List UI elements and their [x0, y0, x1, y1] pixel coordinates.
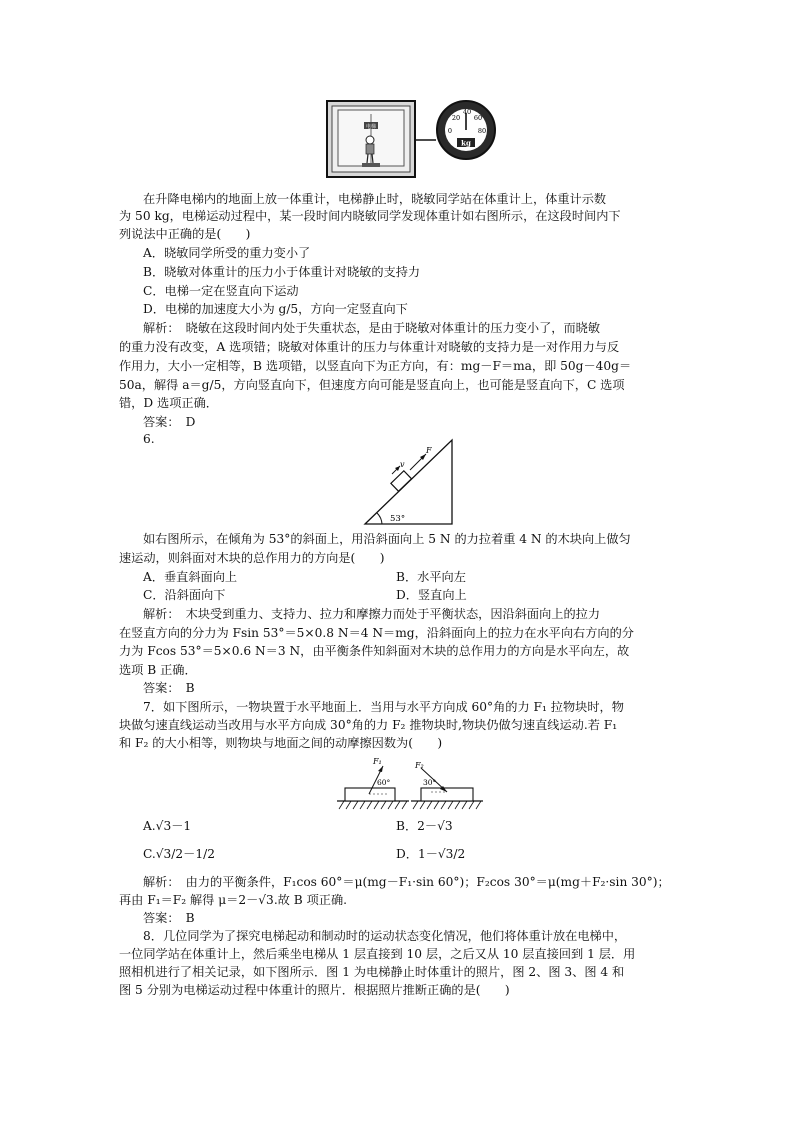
block: [391, 471, 412, 491]
scale-platform: [362, 163, 380, 167]
q7-stem-line-3: 和 F₂ 的大小相等，则物块与地面之间的动摩擦因数为( ): [119, 736, 443, 750]
elevator-scale-figure: [326, 100, 502, 180]
dial-tick-60: 60: [473, 114, 483, 122]
q6-stem-line-2: 速运动，则斜面对木块的总作用力的方向是( ): [119, 551, 385, 565]
friction-figure: [335, 754, 485, 812]
q6-option-c: C．沿斜面向下: [143, 588, 226, 602]
q5-option-c: C．电梯一定在竖直向下运动: [143, 284, 299, 298]
q5-analysis-line-3: 作用力，大小一定相等，B 选项错，以竖直向下为正方向，有：mg－F＝ma，即 50g－40g＝: [119, 359, 632, 373]
q7-option-a: A.√3－1: [143, 819, 192, 833]
incline-figure: [360, 436, 460, 528]
q7-analysis-line-1: 解析： 由力的平衡条件，F₁cos 60°＝μ(mg－F₁·sin 60°)；F₂cos 30°＝μ(mg＋F₂·sin 30°)；: [143, 875, 670, 889]
q8-stem-line-3: 照相机进行了相关记录，如下图所示．图 1 为电梯静止时体重计的照片，图 2、图 3、图 4 和: [119, 965, 625, 979]
q6-stem-line-1: 如右图所示，在倾角为 53°的斜面上，用沿斜面向上 5 N 的力拉着重 4 N 的木块向上做匀: [143, 532, 631, 546]
q6-option-a: A．垂直斜面向上: [143, 570, 238, 584]
q6-answer: 答案： B: [143, 681, 195, 695]
q6-analysis-line-2: 在竖直方向的分力为 Fsin 53°＝5×0.8 N＝4 N＝mg，沿斜面向上的拉力在水平向右方向的分: [119, 626, 634, 640]
f1-label: F₁: [373, 757, 382, 766]
left-block: [345, 788, 395, 801]
q7-option-d: D．1－√3/2: [396, 847, 466, 861]
q5-stem-line-1: 在升降电梯内的地面上放一体重计，电梯静止时，晓敏同学站在体重计上，体重计示数: [143, 192, 607, 206]
q5-analysis-line-5: 错，D 选项正确．: [119, 396, 218, 410]
q5-option-a: A．晓敏同学所受的重力变小了: [143, 246, 311, 260]
q8-stem-line-4: 图 5 分别为电梯运动过程中体重计的照片．根据照片推断正确的是( ): [119, 983, 510, 997]
q5-analysis-line-4: 50a，解得 a＝g/5，方向竖直向下，但速度方向可能是竖直向上，也可能是竖直向下，C 选项: [119, 378, 625, 392]
q8-stem-line-1: 8．几位同学为了探究电梯起动和制动时的运动状态变化情况，他们将体重计放在电梯中，: [143, 929, 627, 943]
q7-answer: 答案： B: [143, 911, 195, 925]
scale-dial: [437, 101, 495, 159]
q7-stem-line-2: 块做匀速直线运动当改用与水平方向成 30°角的力 F₂ 推物块时,物块仍做匀速直线运动.若 F₁: [119, 718, 618, 732]
angle-60-label: 60°: [377, 778, 391, 787]
angle-arc: [377, 513, 382, 524]
q5-analysis-line-1: 解析： 晓敏在这段时间内处于失重状态，是由于晓敏对体重计的压力变小了，而晓敏: [143, 321, 601, 335]
q5-stem-line-3: 列说法中正确的是( ): [119, 227, 251, 241]
q5-option-b: B．晓敏对体重计的压力小于体重计对晓敏的支持力: [143, 265, 421, 279]
angle-30-label: 30°: [423, 778, 437, 787]
right-block: [421, 788, 473, 801]
dial-tick-80: 80: [477, 127, 487, 135]
q5-analysis-line-2: 的重力没有改变，A 选项错；晓敏对体重计的压力与体重计对晓敏的支持力是一对作用力与反: [119, 340, 620, 354]
q6-analysis-line-1: 解析： 木块受到重力、支持力、拉力和摩擦力而处于平衡状态，因沿斜面向上的拉力: [143, 607, 601, 621]
dial-tick-0: 0: [447, 127, 453, 135]
q6-number: 6.: [143, 432, 155, 446]
q6-analysis-line-3: 力为 Fcos 53°＝5×0.6 N＝3 N，由平衡条件知斜面对木块的总作用力的方向是水平向左，故: [119, 644, 630, 658]
dial-unit: kg: [461, 138, 471, 148]
left-setup: [337, 757, 409, 809]
q8-stem-line-2: 一位同学站在体重计上，然后乘坐电梯从 1 层直接到 10 层，之后又从 10 层直接回到 1 层．用: [119, 947, 636, 961]
q7-analysis-line-2: 再由 F₁＝F₂ 解得 μ＝2－√3.故 B 项正确.: [119, 893, 348, 907]
q5-option-d: D．电梯的加速度大小为 g/5，方向一定竖直向下: [143, 302, 408, 316]
q5-stem-line-2: 为 50 kg，电梯运动过程中，某一段时间内晓敏同学发现体重计如右图所示，在这段时间内下: [119, 209, 621, 223]
dial-tick-20: 20: [451, 114, 461, 122]
q6-analysis-line-4: 选项 B 正确．: [119, 663, 197, 677]
q7-option-c: C.√3/2－1/2: [143, 847, 215, 861]
incline-angle-label: 53°: [390, 514, 406, 524]
velocity-label: v: [400, 460, 405, 469]
elevator-sign: 电梯: [365, 124, 377, 130]
q5-answer: 答案： D: [143, 415, 196, 429]
force-label: F: [426, 446, 432, 455]
q6-option-d: D．竖直向上: [396, 588, 467, 602]
q7-option-b: B．2－√3: [396, 819, 453, 833]
right-setup: [411, 761, 483, 809]
q7-stem-line-1: 7．如下图所示，一物块置于水平地面上．当用与水平方向成 60°角的力 F₁ 拉物块时，物: [143, 700, 624, 714]
q6-option-b: B．水平向左: [396, 570, 466, 584]
dial-tick-40: 40: [462, 108, 472, 116]
f2-label: F₂: [415, 761, 424, 770]
